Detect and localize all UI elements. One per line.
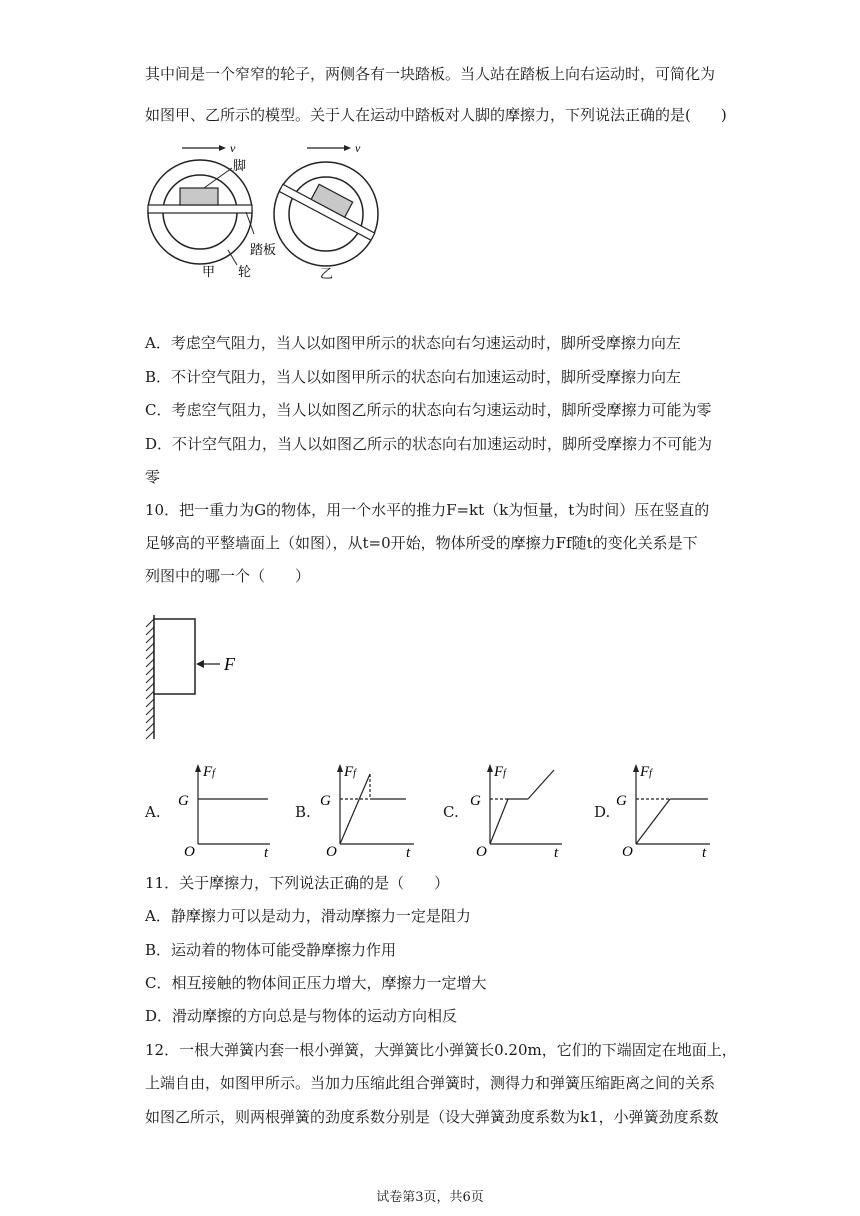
- svg-text:Ff: Ff: [640, 764, 652, 780]
- q10-graph-c: [466, 760, 576, 860]
- q10-wall-figure: [140, 615, 260, 745]
- svg-text:G: G: [320, 793, 331, 809]
- svg-text:O: O: [622, 844, 633, 860]
- svg-text:t: t: [406, 845, 411, 860]
- q9-jia-label: 甲: [202, 265, 216, 280]
- q10-choice-d-label: D.: [594, 803, 611, 821]
- svg-text:Ff: Ff: [203, 764, 215, 780]
- svg-text:G: G: [178, 793, 189, 809]
- svg-text:O: O: [326, 844, 337, 860]
- q10-line-1: 10．把一重力为G的物体，用一个水平的推力F=kt（k为恒量，t为时间）压在竖直的: [145, 501, 710, 519]
- q12-line-2: 上端自由，如图甲所示。当加力压缩此组合弹簧时，测得力和弹簧压缩距离之间的关系: [145, 1074, 716, 1092]
- svg-text:O: O: [184, 844, 195, 860]
- q10-line-2: 足够高的平整墙面上（如图），从t=0开始，物体所受的摩擦力Ff随t的变化关系是下: [145, 534, 698, 552]
- q9-v-label-jia: v: [230, 141, 236, 155]
- q9-option-b: B．不计空气阻力，当人以如图甲所示的状态向右加速运动时，脚所受摩擦力向左: [145, 368, 682, 386]
- q9-option-d-line-2: 零: [145, 468, 161, 486]
- q11-option-c: C．相互接触的物体间正压力增大，摩擦力一定增大: [145, 974, 487, 992]
- svg-text:t: t: [554, 845, 559, 860]
- q12-line-1: 12．一根大弹簧内套一根小弹簧，大弹簧比小弹簧长0.20m，它们的下端固定在地面上，: [145, 1041, 737, 1059]
- q9-yi-label: 乙: [320, 267, 334, 282]
- q10-choice-a-label: A.: [145, 803, 161, 821]
- q9-figure: [140, 138, 400, 288]
- q10-force-label: F: [224, 654, 235, 674]
- q11-option-d: D．滑动摩擦的方向总是与物体的运动方向相反: [145, 1007, 458, 1025]
- q10-graph-a: [170, 760, 280, 860]
- q10-graph-b: [318, 760, 428, 860]
- page-footer: 试卷第3页，共6页: [376, 1190, 484, 1205]
- svg-text:Ff: Ff: [344, 764, 356, 780]
- q11-option-a: A．静摩擦力可以是动力，滑动摩擦力一定是阻力: [145, 907, 471, 925]
- q9-pedal-label: 踏板: [250, 243, 277, 258]
- q9-wheel-label: 轮: [238, 265, 252, 280]
- q9-option-a: A．考虑空气阻力，当人以如图甲所示的状态向右匀速运动时，脚所受摩擦力向左: [145, 334, 681, 352]
- svg-text:G: G: [470, 793, 481, 809]
- q12-line-3: 如图乙所示，则两根弹簧的劲度系数分别是（设大弹簧劲度系数为k1，小弹簧劲度系数: [145, 1108, 719, 1126]
- svg-text:O: O: [476, 844, 487, 860]
- q11-option-b: B．运动着的物体可能受静摩擦力作用: [145, 941, 397, 959]
- q9-option-c: C．考虑空气阻力，当人以如图乙所示的状态向右匀速运动时，脚所受摩擦力可能为零: [145, 401, 712, 419]
- q9-option-d-line-1: D．不计空气阻力，当人以如图乙所示的状态向右加速运动时，脚所受摩擦力不可能为: [145, 435, 713, 453]
- svg-text:Ff: Ff: [494, 764, 506, 780]
- q10-choice-c-label: C.: [443, 803, 459, 821]
- q9-intro-line-2: 如图甲、乙所示的模型。关于人在运动中踏板对人脚的摩擦力，下列说法正确的是( ): [145, 106, 727, 124]
- q9-foot-label: 脚: [233, 159, 247, 174]
- q11-stem: 11．关于摩擦力，下列说法正确的是（ ）: [145, 874, 450, 892]
- svg-text:G: G: [616, 793, 627, 809]
- q9-v-label-yi: v: [355, 141, 361, 155]
- q10-graph-d: [614, 760, 724, 860]
- svg-text:t: t: [702, 845, 707, 860]
- q10-choice-b-label: B.: [295, 803, 311, 821]
- q9-intro-line-1: 其中间是一个窄窄的轮子，两侧各有一块踏板。当人站在踏板上向右运动时，可简化为: [145, 65, 716, 83]
- q10-line-3: 列图中的哪一个（ ）: [145, 567, 311, 585]
- svg-text:t: t: [264, 845, 269, 860]
